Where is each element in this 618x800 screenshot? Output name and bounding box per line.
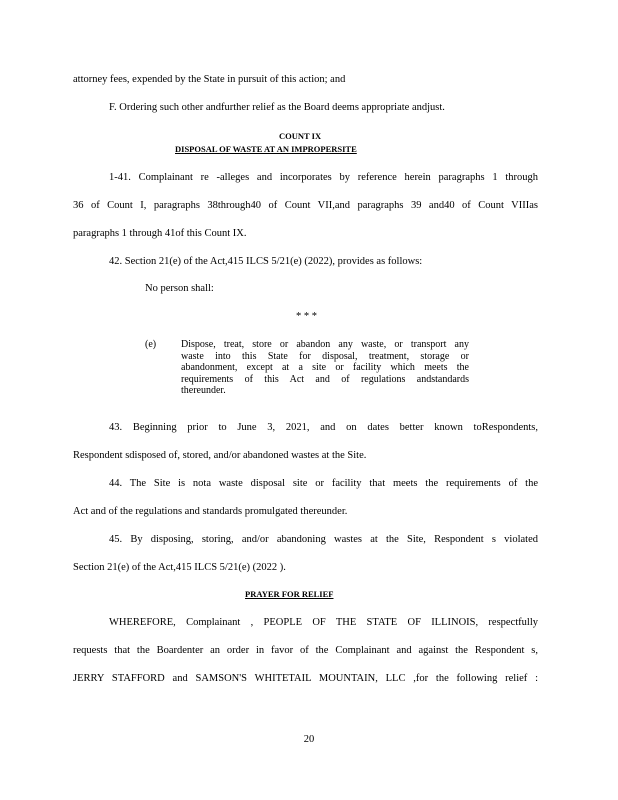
quoted-line: waste into this State for disposal, treatment, storage or bbox=[181, 350, 469, 362]
text-line: F. Ordering such other andfurther relief as the Board deems appropriate andjust. bbox=[109, 102, 445, 113]
quoted-line: thereunder. bbox=[181, 385, 226, 396]
paragraph-line: 42. Section 21(e) of the Act,415 ILCS 5/21(e) (2022), provides as follows: bbox=[109, 256, 423, 267]
paragraph-line: 45. By disposing, storing, and/or abandoning wastes at the Site, Respondent s violated bbox=[109, 534, 538, 545]
paragraph-line: WHEREFORE, Complainant , PEOPLE OF THE STATE OF ILLINOIS, respectfully bbox=[109, 617, 538, 628]
quoted-block bbox=[181, 339, 469, 397]
paragraph-line: 36 of Count I, paragraphs 38through40 of Count VII,and paragraphs 39 and40 of Count VIIIas bbox=[73, 200, 538, 211]
paragraph-line: Section 21(e) of the Act,415 ILCS 5/21(e) (2022 ). bbox=[73, 562, 286, 573]
prayer-heading: PRAYER FOR RELIEF bbox=[245, 589, 334, 599]
paragraph-line: requests that the Boardenter an order in favor of the Complainant and against the Respondent s, bbox=[73, 645, 538, 656]
quoted-line: requirements of this Act and of regulations andstandards bbox=[181, 373, 469, 385]
paragraph-line: 1-41. Complainant re -alleges and incorporates by reference herein paragraphs 1 through bbox=[109, 172, 538, 183]
paragraph-line: 44. The Site is nota waste disposal site or facility that meets the requirements of the bbox=[109, 478, 538, 489]
paragraph-line: Act and of the regulations and standards promulgated thereunder. bbox=[73, 506, 348, 517]
count-heading: COUNT IX bbox=[279, 131, 322, 141]
subsection-label: (e) bbox=[145, 339, 157, 350]
paragraph-line: paragraphs 1 through 41of this Count IX. bbox=[73, 228, 247, 239]
paragraph-line: No person shall: bbox=[145, 283, 214, 294]
paragraph-line: JERRY STAFFORD and SAMSON'S WHITETAIL MOUNTAIN, LLC ,for the following relief : bbox=[73, 673, 538, 684]
paragraph-line: Respondent sdisposed of, stored, and/or abandoned wastes at the Site. bbox=[73, 450, 367, 461]
text-line: attorney fees, expended by the State in pursuit of this action; and bbox=[73, 74, 346, 85]
quoted-line: abandonment, except at a site or facility which meets the bbox=[181, 362, 469, 373]
count-title: DISPOSAL OF WASTE AT AN IMPROPERSITE bbox=[175, 144, 357, 154]
ellipsis-stars: * * * bbox=[296, 311, 317, 322]
page-number: 20 bbox=[303, 734, 315, 745]
paragraph-line: 43. Beginning prior to June 3, 2021, and on dates better known toRespondents, bbox=[109, 422, 538, 433]
quoted-line: Dispose, treat, store or abandon any waste, or transport any bbox=[181, 339, 469, 350]
